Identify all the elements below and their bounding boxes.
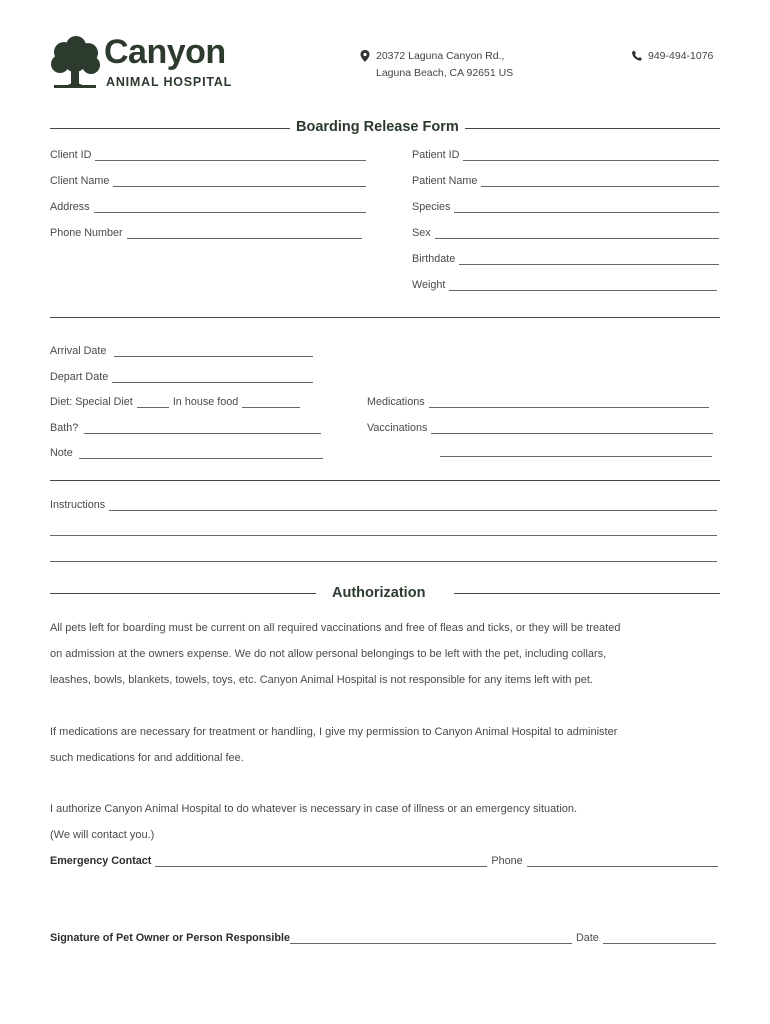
contact-note: (We will contact you.) <box>50 829 155 841</box>
patient-id-field[interactable]: Patient ID <box>412 149 719 161</box>
arrival-date-field[interactable]: Arrival Date <box>50 345 313 357</box>
oak-tree-icon <box>50 36 100 90</box>
form-title: Boarding Release Form <box>290 119 465 135</box>
medication-permission-text: If medications are necessary for treatment or handling, I give my permission to Canyon Animal Hospital to administer <box>50 726 618 738</box>
phone-number-field[interactable]: Phone Number <box>50 227 362 239</box>
patient-name-field[interactable]: Patient Name <box>412 175 719 187</box>
authorization-text: on admission at the owners expense. We do not allow personal belongings to be left with the pet, including collars, <box>50 648 607 660</box>
brand-name: Canyon <box>104 33 226 71</box>
birthdate-field[interactable]: Birthdate <box>412 253 719 265</box>
phone-number: 949-494-1076 <box>648 50 714 62</box>
address-line-2: Laguna Beach, CA 92651 US <box>376 67 514 79</box>
emergency-contact-field[interactable]: Emergency Contact Phone <box>50 855 718 867</box>
medication-permission-text: such medications for and additional fee. <box>50 752 244 764</box>
bath-field[interactable]: Bath? <box>50 422 321 434</box>
emergency-authorization-text: I authorize Canyon Animal Hospital to do whatever is necessary in case of illness or an emergency situation. <box>50 803 578 815</box>
brand-subtitle: ANIMAL HOSPITAL <box>106 75 233 89</box>
phone-icon <box>632 50 642 61</box>
instructions-line-3[interactable] <box>50 552 717 562</box>
authorization-title: Authorization <box>332 585 426 601</box>
note-field[interactable]: Note <box>50 447 323 459</box>
weight-field[interactable]: Weight <box>412 279 717 291</box>
section-divider-1 <box>50 317 720 318</box>
section-divider-2 <box>50 480 720 481</box>
medications-field[interactable]: Medications <box>367 396 709 408</box>
address-field[interactable]: Address <box>50 201 366 213</box>
instructions-field[interactable]: Instructions <box>50 499 717 511</box>
address-line-1: 20372 Laguna Canyon Rd., <box>376 50 505 62</box>
map-pin-icon <box>360 50 370 62</box>
sex-field[interactable]: Sex <box>412 227 719 239</box>
diet-field[interactable]: Diet: Special Diet In house food <box>50 396 300 408</box>
signature-field[interactable]: Signature of Pet Owner or Person Responsible Date <box>50 932 716 944</box>
client-id-field[interactable]: Client ID <box>50 149 366 161</box>
vaccinations-extra-line[interactable] <box>440 447 712 457</box>
authorization-rule-right <box>454 593 720 594</box>
authorization-rule-left <box>50 593 316 594</box>
vaccinations-field[interactable]: Vaccinations <box>367 422 713 434</box>
instructions-line-2[interactable] <box>50 526 717 536</box>
authorization-text: leashes, bowls, blankets, towels, toys, etc. Canyon Animal Hospital is not responsible for any items left with pet. <box>50 674 593 686</box>
species-field[interactable]: Species <box>412 201 719 213</box>
client-name-field[interactable]: Client Name <box>50 175 366 187</box>
depart-date-field[interactable]: Depart Date <box>50 371 313 383</box>
authorization-text: All pets left for boarding must be current on all required vaccinations and free of fleas and ticks, or they will be treated <box>50 622 621 634</box>
